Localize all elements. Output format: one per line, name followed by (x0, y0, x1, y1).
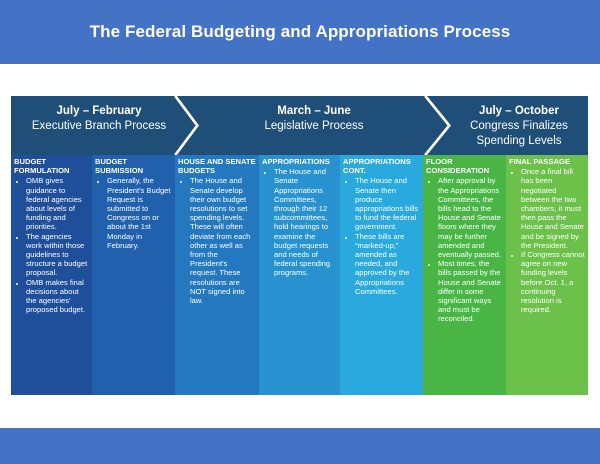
bullet-item: • If Congress cannot agree on new funding levels before Oct. 1, a continuing resolution is required. (521, 250, 585, 314)
column-budget-submission (92, 155, 175, 395)
bullet-list (178, 176, 256, 305)
phase-subtitle: Executive Branch Process (31, 120, 167, 132)
bullet-item: • After approval by the Appropriations Committees, the bills head to the House and Senate floors where they may be further amended and eventually passed. (438, 176, 503, 259)
column-final-passage (506, 155, 588, 395)
column-heading: BUDGET SUBMISSION (95, 157, 144, 176)
bullet-item: • The House and Senate develop their own budget resolutions to set spending levels. These will often deviate from each other as well as from the President's request. These resolutions are NOT signed into law. (190, 176, 256, 305)
column-floor-consideration (423, 155, 506, 395)
page-title: The Federal Budgeting and Appropriations Process (89, 22, 511, 41)
bullet-item: • Once a final bill has been negotiated between the two chambers, it must then pass the House and Senate and be signed by the President. (521, 167, 585, 250)
bullet-item: • OMB makes final decisions about the agencies' proposed budget. (26, 278, 89, 315)
column-heading: APPROPRIATIONS (262, 157, 330, 166)
bullet-list (426, 176, 503, 323)
phase-bar (11, 96, 588, 155)
column-heading: APPROPRIATIONS CONT. (343, 157, 411, 176)
phase-title: July – February (56, 105, 142, 117)
phase-legislative (201, 104, 427, 134)
phase-title: July – October (479, 105, 559, 117)
bullet-list (95, 176, 172, 250)
column-heading: FLOOR CONSIDERATION (426, 157, 490, 176)
bullet-list (262, 167, 337, 277)
column-house-senate-budgets (175, 155, 259, 395)
bullet-item: • The House and Senate then produce appropriations bills to fund the federal government. (355, 176, 420, 231)
bullet-item: • OMB gives guidance to federal agencies about levels of funding and priorities. (26, 176, 89, 231)
bullet-item: • The House and Senate Appropriations Committees, through their 12 subcommittees, hold hearings to examine the budget requests and needs of federal spending programs. (274, 167, 337, 277)
phase-title: March – June (277, 105, 351, 117)
bullet-list (509, 167, 585, 314)
bullet-item: • These bills are “marked-up,” amended as needed, and approved by the Appropriations Committees. (355, 232, 420, 296)
column-heading: FINAL PASSAGE (509, 157, 570, 166)
phase-subtitle: Legislative Process (264, 120, 364, 132)
bullet-item: • The agencies work within those guidelines to structure a budget proposal. (26, 232, 89, 278)
phase-executive (11, 104, 187, 134)
column-appropriations-cont (340, 155, 423, 395)
bullet-list (343, 176, 420, 296)
bullet-item: • Generally, the President's Budget Request is submitted to Congress on or about the 1st Monday in February. (107, 176, 172, 250)
column-appropriations (259, 155, 340, 395)
footer-band (0, 428, 600, 464)
phase-finalize (455, 104, 583, 149)
bullet-item: • Most times, the bills passed by the House and Senate differ in some significant ways and must be reconciled. (438, 259, 503, 323)
bullet-list (14, 176, 89, 314)
column-heading: BUDGET FORMULATION (14, 157, 70, 176)
column-heading: HOUSE AND SENATE BUDGETS (178, 157, 256, 176)
column-budget-formulation (11, 155, 92, 395)
phase-subtitle: Congress Finalizes Spending Levels (470, 120, 568, 147)
header-band (0, 0, 600, 64)
